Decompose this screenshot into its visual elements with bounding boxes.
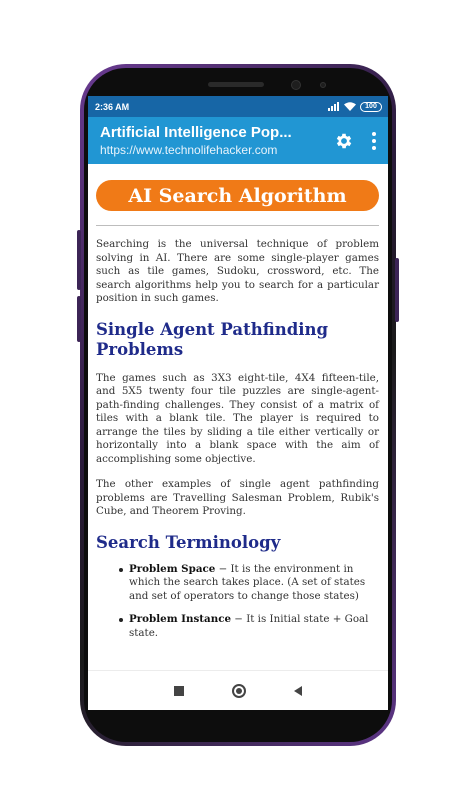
intro-paragraph: Searching is the universal technique of problem solving in AI. There are some single-player games such as tile games, Sudoku, crossword, etc. The search algorithms help you to search for a particular position in such games. xyxy=(96,238,379,304)
term-label: Problem Space xyxy=(129,562,216,575)
status-icons xyxy=(328,102,382,112)
terminology-list xyxy=(129,563,379,641)
app-bar-titles xyxy=(100,123,332,158)
more-vert-icon[interactable] xyxy=(366,129,382,153)
app-url: https://www.technolifehacker.com xyxy=(100,143,278,157)
list-item xyxy=(129,563,379,604)
power-button xyxy=(395,258,399,322)
front-camera xyxy=(291,80,301,90)
wifi-icon xyxy=(344,102,356,111)
status-bar xyxy=(88,96,388,117)
app-title: Artificial Intelligence Pop... xyxy=(100,124,292,141)
app-bar xyxy=(88,117,388,164)
term-description: − It is the environment in which the search takes place. (A set of states and set of operators to change those states) xyxy=(129,562,366,602)
pathfinding-paragraph-2: The other examples of single agent pathfinding problems are Travelling Salesman Problem, Rubik's Cube, and Theorem Proving. xyxy=(96,478,379,517)
divider xyxy=(96,225,379,226)
battery-icon: 100 xyxy=(360,102,382,112)
phone-screen xyxy=(88,96,388,710)
earpiece xyxy=(208,82,264,87)
list-item xyxy=(129,613,379,640)
gear-icon[interactable] xyxy=(332,129,356,153)
term-description: − It is Initial state + Goal state. xyxy=(129,613,369,639)
volume-button xyxy=(77,230,81,290)
triangle-back-icon[interactable] xyxy=(294,686,302,696)
pathfinding-paragraph-1: The games such as 3X3 eight-tile, 4X4 fifteen-tile, and 5X5 twenty four tile puzzles are single-agent-path-finding challenges. They consist of a matrix of tiles with a blank tile. The player is required to arrange the tiles by sliding a tile either vertically or horizontally into a blank space with the aim of accomplishing some objective. xyxy=(96,371,379,465)
navigation-bar xyxy=(88,670,388,710)
square-recents-icon[interactable] xyxy=(174,686,184,696)
term-label: Problem Instance xyxy=(129,613,232,625)
signal-icon xyxy=(328,102,340,111)
section-heading-terminology: Search Terminology xyxy=(96,532,281,552)
article-content[interactable] xyxy=(88,164,388,670)
bixby-button xyxy=(77,296,81,342)
status-time: 2:36 AM xyxy=(95,101,130,112)
section-heading-pathfinding: Single Agent Pathfinding Problems xyxy=(96,319,329,359)
sensor xyxy=(320,82,326,88)
circle-home-icon[interactable] xyxy=(232,684,246,698)
article-banner: AI Search Algorithm xyxy=(96,180,379,211)
